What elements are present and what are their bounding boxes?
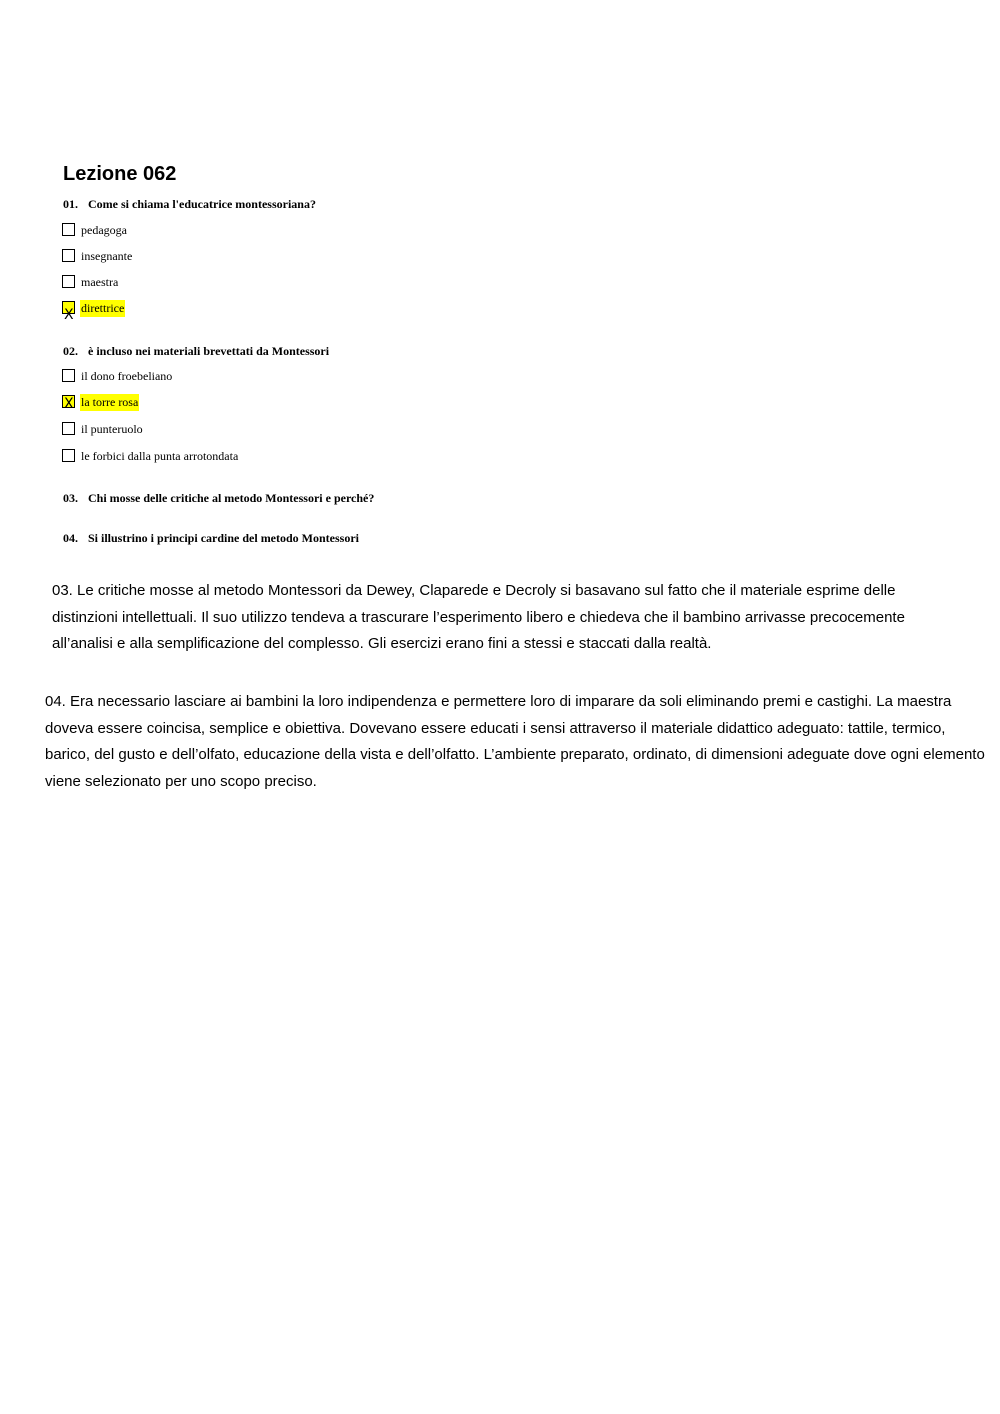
question-number: 02. [63, 344, 78, 358]
check-x-icon: X [64, 307, 74, 323]
question-text: è incluso nei materiali brevettati da Montessori [88, 344, 330, 358]
option-label: maestra [81, 275, 119, 289]
answer-03: 03. Le critiche mosse al metodo Montessori da Dewey, Claparede e Decroly si basavano sul fatto che il materiale esprime delle distinzioni intellettuali. Il suo utilizzo tendeva a trascurare l’esperimento libero e chiedeva che il bambino arrivasse precocemente all’analisi e alla semplificazione del complesso. Gli esercizi erano fini a stessi e staccati dalla realtà. [52, 582, 905, 652]
option-label: insegnante [81, 249, 133, 263]
lesson-title: Lezione 062 [63, 163, 177, 185]
question-number: 04. [63, 531, 78, 545]
checkbox[interactable] [62, 275, 75, 288]
checkbox[interactable] [62, 369, 75, 382]
question-04 [63, 530, 359, 546]
checkbox[interactable] [62, 422, 75, 435]
question-number: 01. [63, 197, 78, 211]
option-label: direttrice [81, 301, 125, 315]
question-03 [63, 490, 374, 506]
option-label: il dono froebeliano [81, 369, 173, 383]
question-text: Come si chiama l'educatrice montessoriana? [88, 197, 316, 211]
question-01 [63, 196, 316, 212]
question-text: Chi mosse delle critiche al metodo Montessori e perché? [88, 491, 375, 505]
option-label: le forbici dalla punta arrotondata [81, 449, 239, 463]
question-text: Si illustrino i principi cardine del metodo Montessori [88, 531, 360, 545]
question-number: 03. [63, 491, 78, 505]
option-label: il punteruolo [81, 422, 143, 436]
checkbox[interactable] [62, 249, 75, 262]
check-x-icon: X [64, 396, 74, 412]
answer-04: 04. Era necessario lasciare ai bambini la loro indipendenza e permettere loro di imparare da soli eliminando premi e castighi. La maestra doveva essere coincisa, semplice e obiettiva. Dovevano essere educati i sensi attraverso il materiale didattico adeguato: tattile, termico, barico, del gusto e dell’olfato, educazione della vista e dell’olfatto. L’ambiente preparato, ordinato, di dimensioni adeguate dove ogni elemento viene selezionato per uno scopo preciso. [45, 693, 985, 790]
option-label: la torre rosa [81, 395, 139, 409]
question-02 [63, 343, 329, 359]
option-label: pedagoga [81, 223, 127, 237]
checkbox[interactable] [62, 223, 75, 236]
checkbox[interactable] [62, 449, 75, 462]
